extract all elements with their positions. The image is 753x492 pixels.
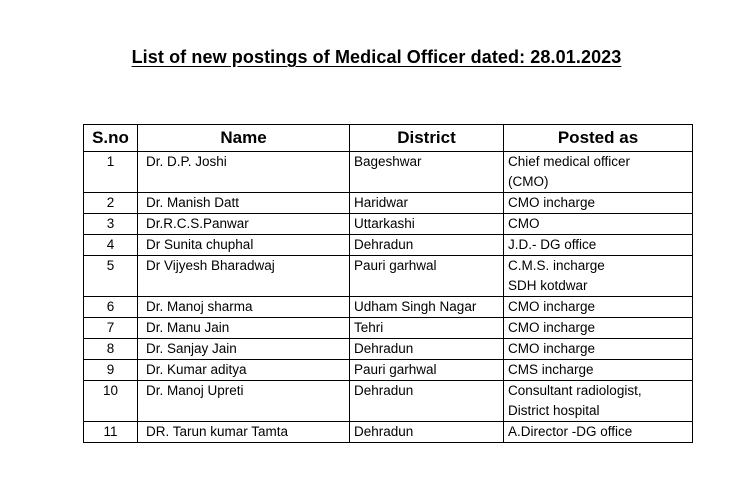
- cell-posted-as: [504, 152, 693, 193]
- header-district: District: [350, 125, 504, 152]
- posted-as-line: Consultant radiologist,: [508, 383, 642, 398]
- header-posted-as: Posted as: [504, 125, 693, 152]
- cell-name: Dr. Kumar aditya: [138, 360, 350, 381]
- cell-name: Dr. Sanjay Jain: [138, 339, 350, 360]
- posted-as-line: District hospital: [508, 403, 600, 418]
- document-title: List of new postings of Medical Officer dated: 28.01.2023: [131, 47, 622, 67]
- table-row: [84, 360, 693, 381]
- cell-district: Tehri: [350, 318, 504, 339]
- cell-district: Haridwar: [350, 193, 504, 214]
- cell-name: Dr Vijyesh Bharadwaj: [138, 256, 350, 297]
- cell-sno: 1: [84, 152, 138, 193]
- cell-name: Dr. Manu Jain: [138, 318, 350, 339]
- cell-sno: 8: [84, 339, 138, 360]
- header-name: Name: [138, 125, 350, 152]
- table-row: [84, 152, 693, 193]
- cell-district: Dehradun: [350, 235, 504, 256]
- table-row: [84, 256, 693, 297]
- cell-sno: 11: [84, 422, 138, 443]
- cell-name: Dr. Manoj Upreti: [138, 381, 350, 422]
- cell-sno: 2: [84, 193, 138, 214]
- cell-sno: 7: [84, 318, 138, 339]
- cell-posted-as: [504, 381, 693, 422]
- cell-district: Bageshwar: [350, 152, 504, 193]
- header-sno: S.no: [84, 125, 138, 152]
- cell-posted-as: J.D.- DG office: [504, 235, 693, 256]
- cell-name: Dr. Manoj sharma: [138, 297, 350, 318]
- cell-sno: 3: [84, 214, 138, 235]
- cell-district: Uttarkashi: [350, 214, 504, 235]
- cell-posted-as: CMO incharge: [504, 318, 693, 339]
- cell-sno: 4: [84, 235, 138, 256]
- cell-sno: 5: [84, 256, 138, 297]
- table-row: [84, 297, 693, 318]
- table-row: [84, 318, 693, 339]
- postings-table: [83, 124, 693, 443]
- cell-district: Dehradun: [350, 381, 504, 422]
- table-row: [84, 214, 693, 235]
- cell-name: DR. Tarun kumar Tamta: [138, 422, 350, 443]
- table-header-row: [84, 125, 693, 152]
- cell-district: Dehradun: [350, 422, 504, 443]
- cell-name: Dr. D.P. Joshi: [138, 152, 350, 193]
- cell-posted-as: CMS incharge: [504, 360, 693, 381]
- table-row: [84, 422, 693, 443]
- cell-district: Pauri garhwal: [350, 360, 504, 381]
- table-row: [84, 193, 693, 214]
- posted-as-line: C.M.S. incharge: [508, 258, 605, 273]
- cell-name: Dr. Manish Datt: [138, 193, 350, 214]
- cell-sno: 6: [84, 297, 138, 318]
- posted-as-line: (CMO): [508, 174, 549, 189]
- cell-sno: 9: [84, 360, 138, 381]
- cell-district: Pauri garhwal: [350, 256, 504, 297]
- cell-posted-as: [504, 256, 693, 297]
- table-row: [84, 339, 693, 360]
- cell-posted-as: CMO incharge: [504, 193, 693, 214]
- cell-posted-as: CMO: [504, 214, 693, 235]
- cell-district: Dehradun: [350, 339, 504, 360]
- cell-posted-as: CMO incharge: [504, 339, 693, 360]
- table-row: [84, 381, 693, 422]
- posted-as-line: SDH kotdwar: [508, 278, 588, 293]
- cell-district: Udham Singh Nagar: [350, 297, 504, 318]
- cell-name: Dr Sunita chuphal: [138, 235, 350, 256]
- table-row: [84, 235, 693, 256]
- cell-posted-as: CMO incharge: [504, 297, 693, 318]
- cell-name: Dr.R.C.S.Panwar: [138, 214, 350, 235]
- cell-posted-as: A.Director -DG office: [504, 422, 693, 443]
- posted-as-line: Chief medical officer: [508, 154, 631, 169]
- cell-sno: 10: [84, 381, 138, 422]
